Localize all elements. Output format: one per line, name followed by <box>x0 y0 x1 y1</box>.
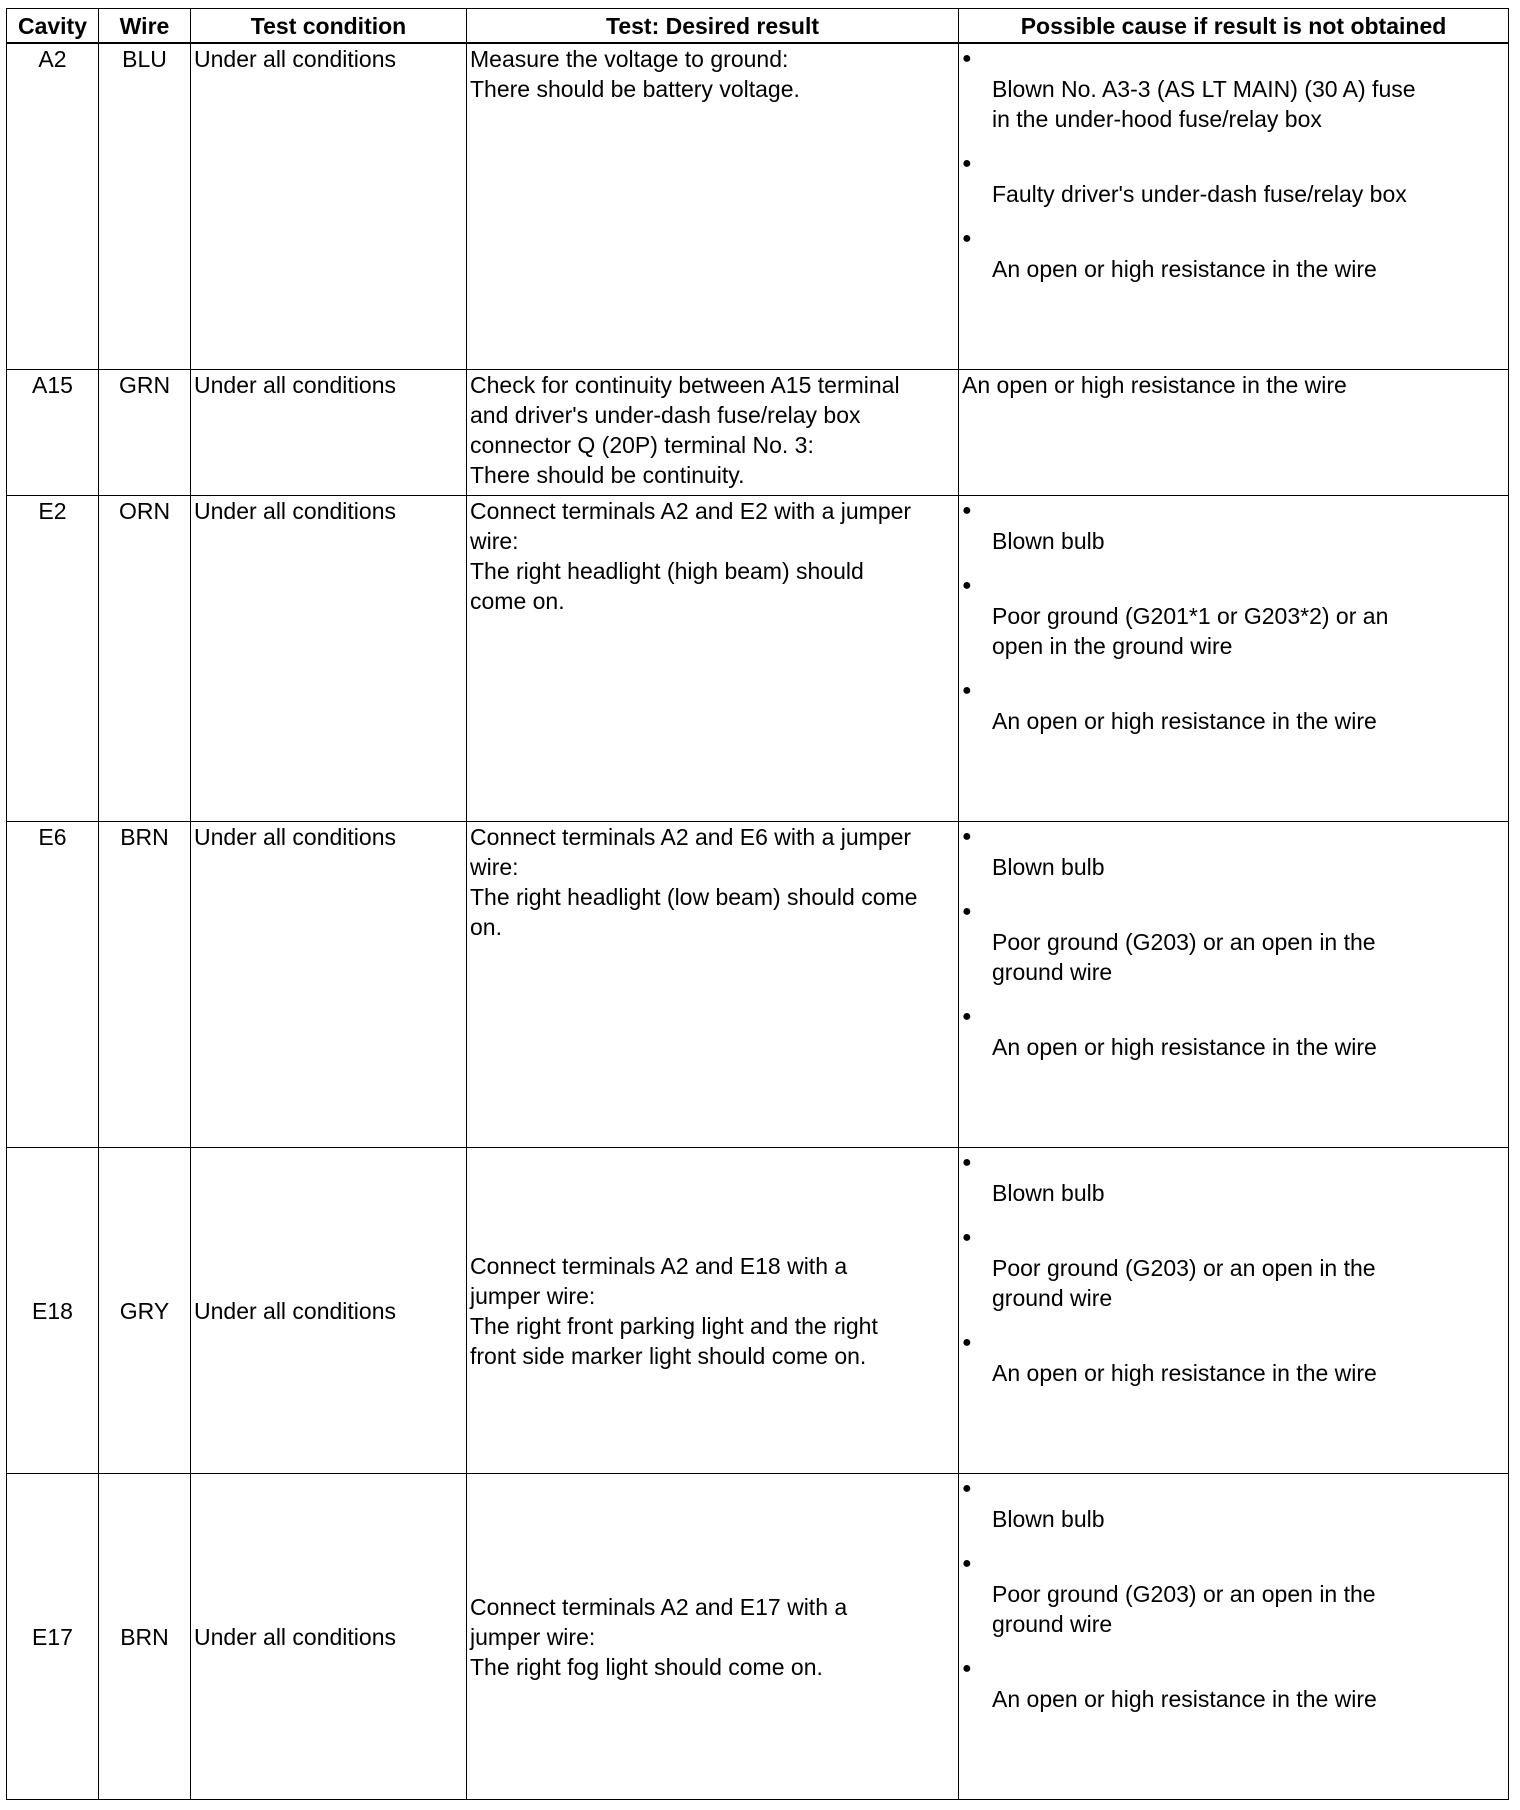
cause-item <box>962 44 1505 134</box>
result-line: Check for continuity between A15 terminal <box>470 372 900 398</box>
cause-line: ground wire <box>992 1285 1113 1311</box>
bullet-icon: ● <box>962 230 972 247</box>
bullet-icon: ● <box>962 155 972 172</box>
desired-result-cell <box>467 496 959 822</box>
result-line: wire: <box>470 528 519 554</box>
desired-result-cell <box>467 822 959 1148</box>
result-line: wire: <box>470 854 519 880</box>
bullet-icon: ● <box>962 1154 972 1171</box>
wire-cell: BRN <box>99 822 191 1148</box>
cause-item <box>962 822 1505 882</box>
cause-line: in the under-hood fuse/relay box <box>992 106 1322 132</box>
bullet-icon: ● <box>962 1229 972 1246</box>
bullet-icon: ● <box>962 682 972 699</box>
cause-line: An open or high resistance in the wire <box>992 256 1377 282</box>
cause-item <box>962 1474 1505 1534</box>
cause-line: Blown bulb <box>992 528 1105 554</box>
cause-list <box>962 1148 1505 1388</box>
cause-line: Poor ground (G203) or an open in the <box>992 929 1376 955</box>
bullet-icon: ● <box>962 50 972 67</box>
header-row <box>7 9 1509 44</box>
cause-line: An open or high resistance in the wire <box>992 1034 1377 1060</box>
result-line: The right front parking light and the right <box>470 1312 878 1339</box>
cause-item <box>962 1002 1505 1062</box>
table-row <box>7 1148 1509 1474</box>
cause-item <box>962 1223 1505 1313</box>
result-line: The right fog light should come on. <box>470 1653 823 1680</box>
bullet-icon: ● <box>962 1334 972 1351</box>
cause-item <box>962 897 1505 987</box>
result-line: come on. <box>470 588 565 614</box>
cause-item <box>962 496 1505 556</box>
cause-line: Poor ground (G201*1 or G203*2) or an <box>992 603 1389 629</box>
result-line: The right headlight (high beam) should <box>470 558 864 584</box>
cause-line: Blown bulb <box>992 1506 1105 1532</box>
cause-item <box>962 149 1505 209</box>
cause-line: An open or high resistance in the wire <box>992 1686 1377 1712</box>
result-line: Measure the voltage to ground: <box>470 46 789 72</box>
wire-cell: BLU <box>99 43 191 370</box>
result-line: Connect terminals A2 and E2 with a jumper <box>470 498 912 524</box>
cause-list <box>962 822 1505 1062</box>
bullet-icon: ● <box>962 903 972 920</box>
bullet-icon: ● <box>962 1008 972 1025</box>
possible-cause-cell <box>959 1148 1509 1474</box>
wire-cell: GRY <box>99 1148 191 1474</box>
cause-list <box>962 496 1505 736</box>
possible-cause-cell <box>959 822 1509 1148</box>
cause-item <box>962 1148 1505 1208</box>
desired-result-cell <box>467 370 959 496</box>
cause-line: open in the ground wire <box>992 633 1233 659</box>
header-test-condition: Test condition <box>191 9 467 44</box>
cause-item <box>962 224 1505 284</box>
possible-cause-cell <box>959 43 1509 370</box>
result-line: There should be battery voltage. <box>470 76 800 102</box>
table-row <box>7 43 1509 370</box>
cavity-cell: E6 <box>7 822 99 1148</box>
cavity-cell: E18 <box>7 1148 99 1474</box>
table-body <box>7 43 1509 1800</box>
possible-cause-cell <box>959 496 1509 822</box>
bullet-icon: ● <box>962 577 972 594</box>
table-row <box>7 1474 1509 1800</box>
cause-item <box>962 1328 1505 1388</box>
cause-item <box>962 571 1505 661</box>
cause-line: Blown No. A3-3 (AS LT MAIN) (30 A) fuse <box>992 76 1416 102</box>
cause-line: Blown bulb <box>992 854 1105 880</box>
cause-line: ground wire <box>992 959 1113 985</box>
cavity-cell: E17 <box>7 1474 99 1800</box>
test-condition-cell: Under all conditions <box>191 43 467 370</box>
desired-result-cell <box>467 1474 959 1800</box>
cause-line: An open or high resistance in the wire <box>992 1360 1377 1386</box>
wire-cell: GRN <box>99 370 191 496</box>
wire-cell: ORN <box>99 496 191 822</box>
cause-line: ground wire <box>992 1611 1113 1637</box>
header-wire: Wire <box>99 9 191 44</box>
result-line: jumper wire: <box>470 1282 596 1309</box>
bullet-icon: ● <box>962 1480 972 1497</box>
possible-cause-cell: An open or high resistance in the wire <box>959 370 1509 496</box>
table-row <box>7 370 1509 496</box>
result-line: Connect terminals A2 and E6 with a jumper <box>470 824 912 850</box>
cause-line: Poor ground (G203) or an open in the <box>992 1255 1376 1281</box>
wire-cell: BRN <box>99 1474 191 1800</box>
result-line: The right headlight (low beam) should come <box>470 884 918 910</box>
table-row <box>7 822 1509 1148</box>
cause-item <box>962 1654 1505 1714</box>
test-condition-cell: Under all conditions <box>191 822 467 1148</box>
cause-line: Blown bulb <box>992 1180 1105 1206</box>
cause-line: Poor ground (G203) or an open in the <box>992 1581 1376 1607</box>
result-line: on. <box>470 914 502 940</box>
cause-line: An open or high resistance in the wire <box>992 708 1377 734</box>
result-line: Connect terminals A2 and E17 with a <box>470 1593 848 1620</box>
header-desired-result: Test: Desired result <box>467 9 959 44</box>
cause-line: Faulty driver's under-dash fuse/relay box <box>992 181 1407 207</box>
test-condition-cell: Under all conditions <box>191 1474 467 1800</box>
result-line: connector Q (20P) terminal No. 3: <box>470 432 814 458</box>
cavity-cell: A2 <box>7 43 99 370</box>
result-line: There should be continuity. <box>470 462 745 488</box>
test-condition-cell: Under all conditions <box>191 370 467 496</box>
bullet-icon: ● <box>962 502 972 519</box>
result-line: and driver's under-dash fuse/relay box <box>470 402 861 428</box>
test-condition-cell: Under all conditions <box>191 496 467 822</box>
cavity-cell: E2 <box>7 496 99 822</box>
cause-list <box>962 44 1505 284</box>
test-condition-cell: Under all conditions <box>191 1148 467 1474</box>
header-possible-cause: Possible cause if result is not obtained <box>959 9 1509 44</box>
result-line: jumper wire: <box>470 1623 596 1650</box>
result-line: front side marker light should come on. <box>470 1342 867 1369</box>
cause-list <box>962 1474 1505 1714</box>
cause-item <box>962 1549 1505 1639</box>
bullet-icon: ● <box>962 1555 972 1572</box>
header-cavity: Cavity <box>7 9 99 44</box>
cavity-cell: A15 <box>7 370 99 496</box>
cause-item <box>962 676 1505 736</box>
table-row <box>7 496 1509 822</box>
possible-cause-cell <box>959 1474 1509 1800</box>
diagnosis-table <box>6 8 1509 1800</box>
desired-result-cell <box>467 43 959 370</box>
bullet-icon: ● <box>962 828 972 845</box>
bullet-icon: ● <box>962 1660 972 1677</box>
desired-result-cell <box>467 1148 959 1474</box>
result-line: Connect terminals A2 and E18 with a <box>470 1252 848 1279</box>
